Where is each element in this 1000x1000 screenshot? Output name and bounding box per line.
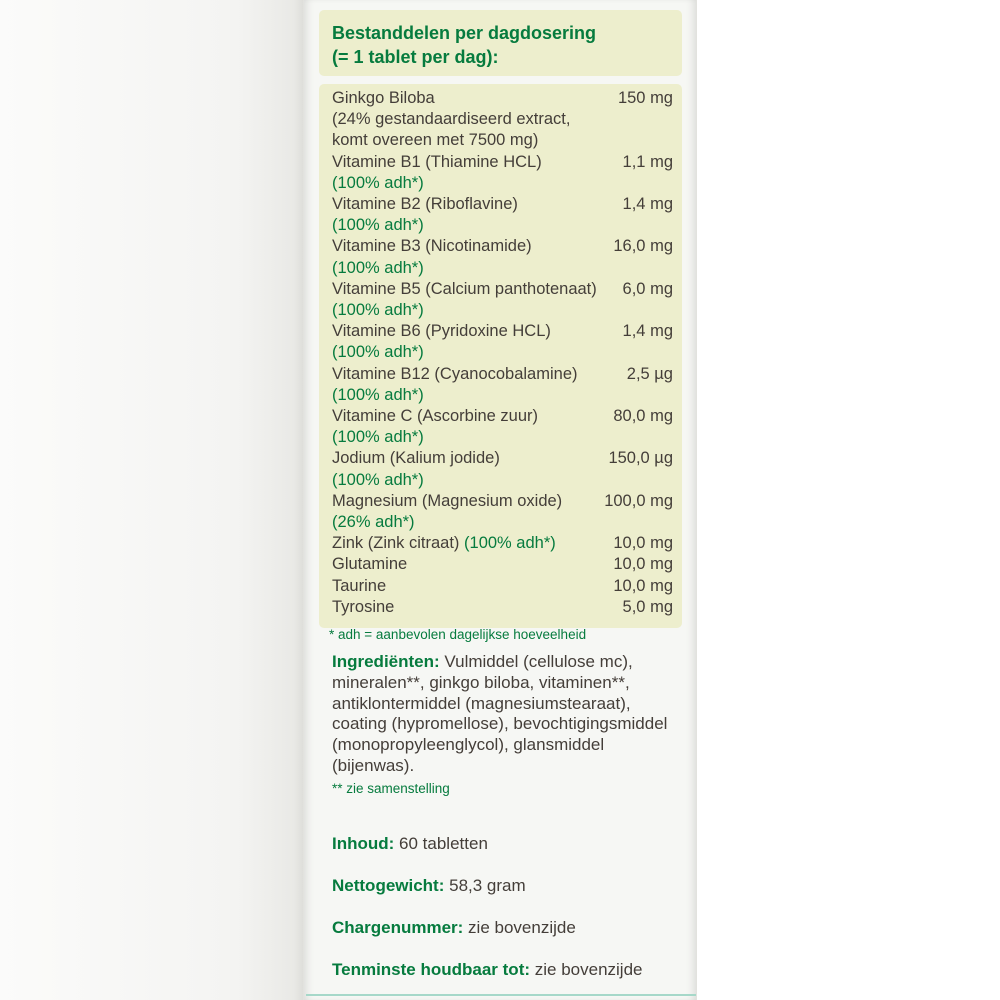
dosage-row: [332, 385, 673, 406]
dosage-ingredient: [332, 385, 424, 406]
dosage-ingredient: [332, 279, 597, 300]
dosage-ingredient-text: Ginkgo Biloba: [332, 89, 435, 107]
dosage-row: [332, 406, 673, 427]
dosage-ingredient: [332, 194, 518, 215]
dosage-row: [332, 576, 673, 597]
dosage-value: 6,0 mg: [622, 279, 673, 298]
info-value: zie bovenzijde: [468, 918, 576, 937]
dosage-row: [332, 512, 673, 533]
dosage-row: [332, 173, 673, 194]
dosage-row: [332, 448, 673, 469]
dosage-ingredient: [332, 533, 556, 554]
dosage-ingredient: [332, 258, 424, 279]
dosage-row: [332, 194, 673, 215]
dosage-ingredient: [332, 130, 538, 151]
footnote-adh: * adh = aanbevolen dagelijkse hoeveelheid: [329, 627, 587, 642]
dosage-value: 2,5 µg: [626, 364, 673, 383]
ingredients-paragraph: [332, 652, 677, 777]
dosage-value: 5,0 mg: [622, 597, 673, 616]
dosage-adh-note: (100% adh*): [332, 301, 424, 320]
dosage-ingredient: [332, 109, 570, 130]
dosage-ingredient: [332, 364, 578, 385]
dosage-row: [332, 364, 673, 385]
dosage-ingredient-text: Jodium (Kalium jodide): [332, 449, 500, 468]
dosage-ingredient: [332, 554, 407, 575]
dosage-ingredient-text: Taurine: [332, 576, 387, 595]
dosage-ingredient-text: Vitamine B2 (Riboflavine): [332, 195, 518, 214]
dosage-row: [332, 109, 673, 130]
dosage-ingredient: [332, 470, 424, 491]
info-value: 60 tabletten: [399, 834, 488, 853]
info-value: zie bovenzijde: [534, 960, 643, 979]
dosage-ingredient: [332, 173, 424, 194]
dosage-ingredient: [332, 300, 424, 321]
dosage-row: [332, 236, 673, 257]
dosage-ingredient-text: Vitamine B12 (Cyanocobalamine): [332, 364, 578, 383]
dosage-adh-note: (100% adh*): [332, 173, 424, 192]
dosage-adh-note: (100% adh*): [332, 470, 424, 489]
dosage-row: [332, 130, 673, 151]
info-line-houdbaar: [332, 960, 643, 980]
dosage-ingredient: [332, 342, 424, 363]
dosage-ingredient-text: Glutamine: [332, 555, 408, 574]
dosage-table: [319, 84, 682, 628]
info-label: Chargenummer:: [332, 918, 464, 937]
dosage-ingredient-text: Zink (Zink citraat): [332, 534, 465, 553]
dosage-ingredient: [332, 427, 424, 448]
dosage-ingredient-text: Vitamine C (Ascorbine zuur): [332, 407, 539, 426]
dosage-value: 150 mg: [617, 89, 673, 107]
dosage-ingredient-text: Vitamine B3 (Nicotinamide): [332, 237, 532, 256]
dosage-value: 1,4 mg: [622, 322, 673, 341]
info-line-chargenummer: [332, 918, 576, 938]
footnote-samenstelling: ** zie samenstelling: [332, 781, 450, 796]
info-value: 58,3 gram: [449, 876, 526, 895]
dosage-ingredient: [332, 406, 538, 427]
dosage-row: [332, 152, 673, 173]
dosage-adh-note: (26% adh*): [332, 513, 415, 532]
dosage-adh-note: (100% adh*): [332, 385, 424, 404]
dosage-value: 150,0 µg: [608, 449, 673, 468]
dosage-row: [332, 597, 673, 618]
dosage-value: 100,0 mg: [604, 491, 673, 510]
dosage-value: 1,4 mg: [622, 195, 673, 214]
package-label-panel: [303, 0, 697, 1000]
background-right: [697, 0, 1000, 1000]
dosage-ingredient: [332, 152, 542, 173]
package-bottom-edge-line: [306, 994, 696, 996]
dosage-ingredient: [332, 236, 532, 257]
ingredients-label: Ingrediënten:: [332, 652, 440, 671]
dosage-ingredient-text: komt overeen met 7500 mg): [332, 131, 539, 150]
dosage-row: [332, 427, 673, 448]
dosage-value: 10,0 mg: [613, 555, 673, 574]
dosage-ingredient: [332, 448, 500, 469]
dosage-row: [332, 321, 673, 342]
dosage-adh-note: (100% adh*): [464, 534, 556, 553]
background-left: [0, 0, 303, 1000]
dosage-row: [332, 470, 673, 491]
dosage-ingredient-text: Vitamine B1 (Thiamine HCL): [332, 152, 542, 171]
dosage-value: 10,0 mg: [613, 534, 673, 553]
dosage-value: 10,0 mg: [613, 576, 673, 595]
dosage-row: [332, 554, 673, 575]
dosage-ingredient: [332, 576, 386, 597]
dosage-ingredient: [332, 215, 424, 236]
dosage-row: [332, 88, 673, 109]
info-label: Nettogewicht:: [332, 876, 445, 895]
dosage-row: [332, 491, 673, 512]
dosage-ingredient-text: Vitamine B6 (Pyridoxine HCL): [332, 322, 551, 341]
dosage-ingredient: [332, 88, 435, 109]
dosage-header-box: [319, 10, 682, 76]
dosage-ingredient-text: Tyrosine: [332, 597, 395, 616]
dosage-value: 1,1 mg: [622, 152, 673, 171]
info-label: Tenminste houdbaar tot:: [332, 960, 531, 979]
dosage-header-line1: Bestanddelen per dagdosering: [332, 23, 597, 43]
dosage-ingredient: [332, 321, 551, 342]
dosage-row: [332, 215, 673, 236]
dosage-ingredient-text: Vitamine B5 (Calcium panthotenaat): [332, 279, 597, 298]
dosage-adh-note: (100% adh*): [332, 258, 424, 277]
dosage-adh-note: (100% adh*): [332, 428, 424, 447]
dosage-ingredient-text: Magnesium (Magnesium oxide): [332, 491, 563, 510]
dosage-value: 16,0 mg: [613, 237, 673, 256]
dosage-row: [332, 342, 673, 363]
dosage-ingredient-text: (24% gestandaardiseerd extract,: [332, 110, 571, 129]
dosage-ingredient: [332, 597, 394, 618]
ingredients-text: Vulmiddel (cellulose mc), mineralen**, ginkgo biloba, vitaminen**, antiklontermiddel (magnesiumstearaat), coating (hypromellose), bevochtigingsmiddel (monopropyleenglycol), glansmiddel (bijenwas).: [332, 652, 668, 775]
dosage-adh-note: (100% adh*): [332, 216, 424, 235]
info-line-inhoud: [332, 834, 488, 854]
dosage-row: [332, 300, 673, 321]
dosage-row: [332, 258, 673, 279]
info-line-nettogewicht: [332, 876, 526, 896]
dosage-row: [332, 533, 673, 554]
dosage-row: [332, 279, 673, 300]
dosage-value: 80,0 mg: [613, 407, 673, 426]
dosage-header-line2: (= 1 tablet per dag):: [332, 47, 499, 67]
dosage-ingredient: [332, 512, 415, 533]
dosage-adh-note: (100% adh*): [332, 343, 424, 362]
info-label: Inhoud:: [332, 834, 395, 853]
dosage-ingredient: [332, 491, 562, 512]
